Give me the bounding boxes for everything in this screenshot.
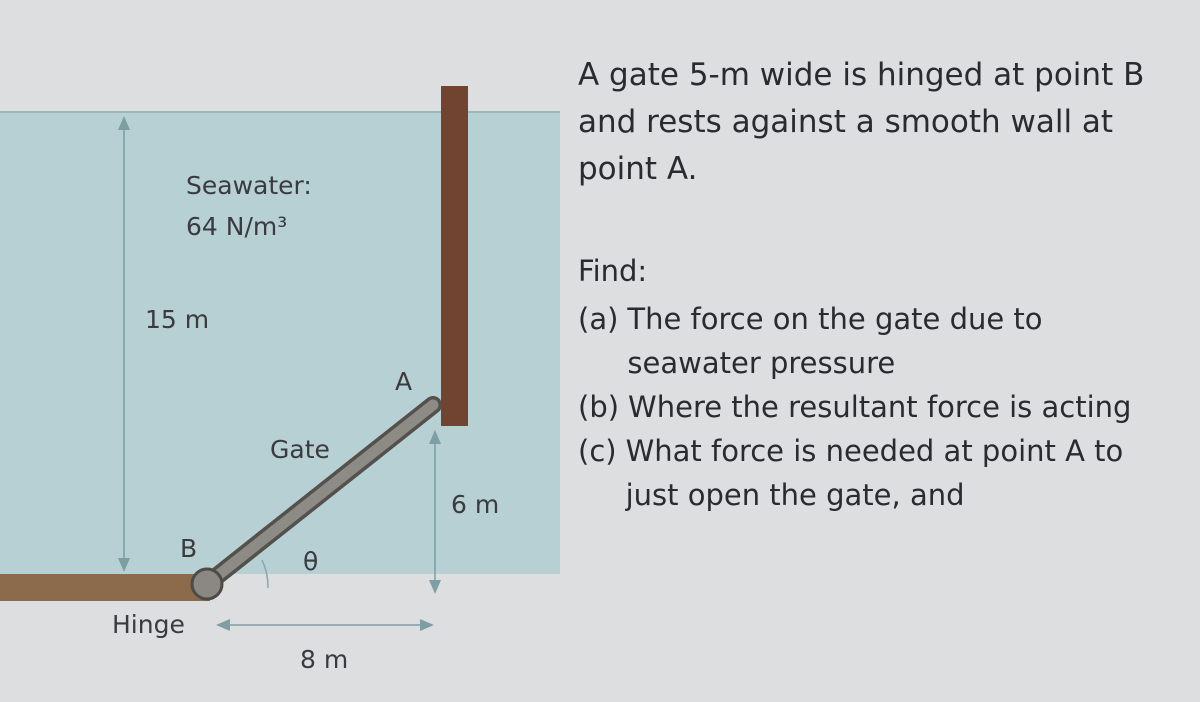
question-item — [578, 385, 1178, 429]
find-heading: Find: — [578, 254, 648, 288]
angle-label: θ — [303, 547, 319, 576]
question-text: The force on the gate due to seawater pressure — [627, 302, 1043, 380]
question-tag: (b) — [578, 390, 620, 424]
fluid-weight-label: 64 N/m³ — [186, 212, 288, 241]
point-a-label: A — [395, 367, 413, 396]
fluid-label: Seawater: — [186, 171, 312, 200]
height-label: 6 m — [451, 490, 500, 519]
gate-label: Gate — [270, 435, 330, 464]
hinge-label: Hinge — [112, 610, 185, 639]
hinge-pin — [192, 569, 222, 599]
base-dimension — [216, 619, 434, 631]
question-tag: (a) — [578, 302, 619, 336]
vertical-wall — [441, 86, 468, 426]
question-list — [578, 297, 1178, 517]
point-b-label: B — [180, 534, 198, 563]
base-label: 8 m — [300, 645, 349, 674]
question-item — [578, 297, 1178, 385]
question-text: Where the resultant force is acting — [628, 390, 1132, 424]
question-tag: (c) — [578, 434, 617, 468]
depth-label: 15 m — [145, 305, 210, 334]
problem-statement: A gate 5-m wide is hinged at point B and rests against a smooth wall at point A. — [578, 57, 1145, 187]
question-item — [578, 429, 1178, 517]
question-text: What force is needed at point A to just open the gate, and — [625, 434, 1124, 512]
problem-text — [578, 52, 1178, 517]
floor — [0, 574, 210, 601]
